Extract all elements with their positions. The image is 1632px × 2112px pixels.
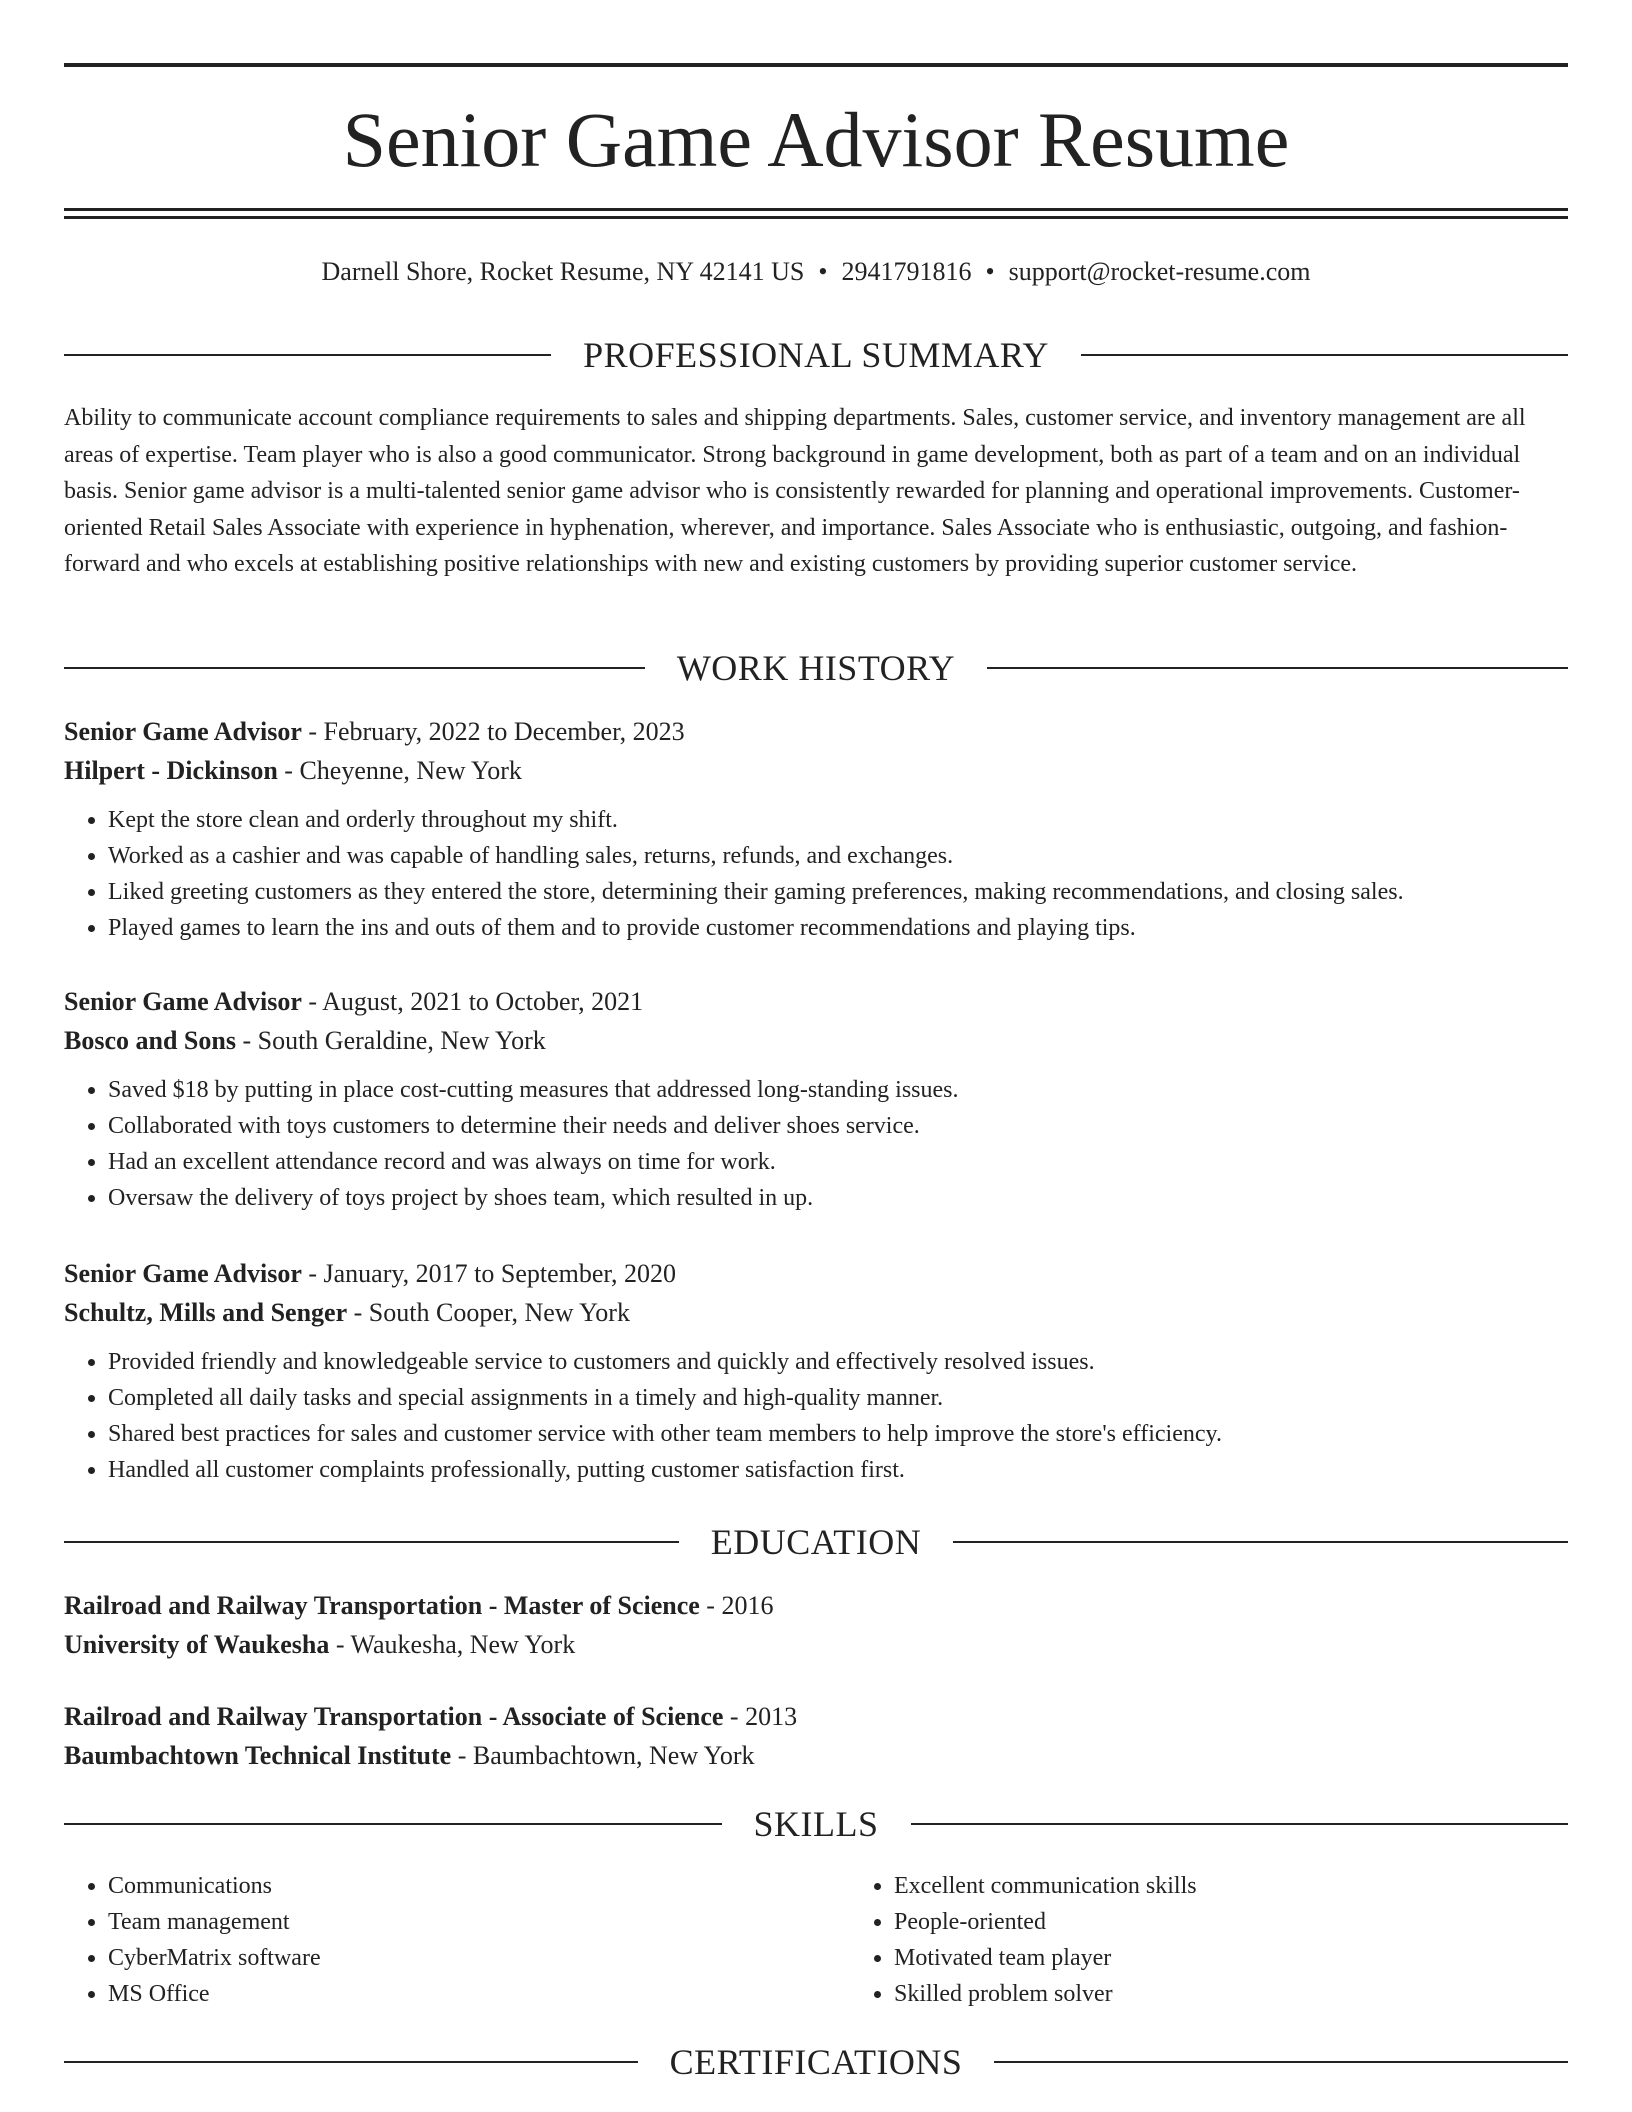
list-item: • People-oriented [894,1904,1197,1940]
degree-year: - 2016 [699,1591,774,1620]
contact-separator: • [818,257,828,286]
education-entry [64,1586,1568,1664]
section-heading-work-history [64,646,1568,690]
section-heading-education [64,1520,1568,1564]
degree: Railroad and Railway Transportation - Associate of Science [64,1702,724,1731]
list-item: • Provided friendly and knowledgeable service to customers and quickly and effectively resolved issues. [108,1344,1568,1380]
job-title: Senior Game Advisor [64,987,302,1016]
list-item: • Handled all customer complaints professionally, putting customer satisfaction first. [108,1452,1568,1488]
heading-rule [64,354,551,356]
job-dates: - February, 2022 to December, 2023 [301,717,685,746]
school-row [64,1625,1568,1664]
job-entry [64,1254,1568,1488]
contact-phone: 2941791816 [841,257,972,286]
degree-row [64,1586,1568,1625]
job-company-row [64,751,1568,790]
list-item: • Saved $18 by putting in place cost-cutting measures that addressed long-standing issues. [108,1072,1568,1108]
degree-row [64,1697,1568,1736]
contact-address: Darnell Shore, Rocket Resume, NY 42141 US [321,257,805,286]
job-entry [64,982,1568,1216]
job-company-row [64,1293,1568,1332]
list-item: • Excellent communication skills [894,1868,1197,1904]
job-company: Schultz, Mills and Senger [64,1298,348,1327]
job-location: - Cheyenne, New York [277,756,522,785]
list-item: • MS Office [108,1976,808,2012]
school-location: - Baumbachtown, New York [451,1741,755,1770]
list-item: • Shared best practices for sales and customer service with other team members to help improve the store's efficiency. [108,1416,1568,1452]
heading-rule [1081,354,1568,356]
contact-line [64,254,1568,290]
resume-title: Senior Game Advisor Resume [342,96,1290,183]
heading-rule [64,2061,638,2063]
job-title: Senior Game Advisor [64,717,302,746]
job-dates: - January, 2017 to September, 2020 [301,1259,677,1288]
list-item: • Kept the store clean and orderly throughout my shift. [108,802,1568,838]
job-title: Senior Game Advisor [64,1259,302,1288]
school-location: - Waukesha, New York [329,1630,576,1659]
heading-rule [994,2061,1568,2063]
heading-rule [987,667,1568,669]
list-item: • Skilled problem solver [894,1976,1197,2012]
list-item: • Collaborated with toys customers to determine their needs and deliver shoes service. [108,1108,1568,1144]
list-item: • Team management [108,1904,808,1940]
degree-year: - 2013 [723,1702,798,1731]
job-title-row [64,1254,1568,1293]
section-heading-certifications [64,2040,1568,2084]
section-title: SKILLS [753,1804,879,1844]
school-row [64,1736,1568,1775]
job-bullets [64,1072,1568,1216]
job-entry [64,712,1568,946]
heading-rule [64,1541,679,1543]
section-title: EDUCATION [710,1522,922,1562]
list-item: • Worked as a cashier and was capable of handling sales, returns, refunds, and exchanges. [108,838,1568,874]
skills-column-right [808,1868,1197,2012]
skills-list [64,1868,1568,2012]
contact-email: support@rocket-resume.com [1008,257,1311,286]
title-rule-1 [64,208,1568,211]
contact-separator: • [985,257,995,286]
education-entry [64,1697,1568,1775]
job-location: - South Geraldine, New York [235,1026,546,1055]
section-title: WORK HISTORY [676,648,956,688]
section-heading-skills [64,1802,1568,1846]
job-company: Bosco and Sons [64,1026,236,1055]
list-item: • Motivated team player [894,1940,1197,1976]
list-item: • CyberMatrix software [108,1940,808,1976]
job-company-row [64,1021,1568,1060]
degree: Railroad and Railway Transportation - Master of Science [64,1591,700,1620]
heading-rule [64,1823,722,1825]
heading-rule [64,667,645,669]
job-bullets [64,802,1568,946]
section-heading-summary [64,333,1568,377]
skills-column-left [64,1868,808,2012]
section-title: PROFESSIONAL SUMMARY [583,335,1049,375]
job-company: Hilpert - Dickinson [64,756,278,785]
job-title-row [64,712,1568,751]
list-item: • Oversaw the delivery of toys project by shoes team, which resulted in up. [108,1180,1568,1216]
list-item: • Completed all daily tasks and special assignments in a timely and high-quality manner. [108,1380,1568,1416]
job-dates: - August, 2021 to October, 2021 [301,987,644,1016]
job-title-row [64,982,1568,1021]
job-bullets [64,1344,1568,1488]
list-item: • Had an excellent attendance record and was always on time for work. [108,1144,1568,1180]
top-rule [64,63,1568,67]
section-title: CERTIFICATIONS [669,2042,963,2082]
list-item: • Communications [108,1868,808,1904]
list-item: • Played games to learn the ins and outs of them and to provide customer recommendations and playing tips. [108,910,1568,946]
heading-rule [911,1823,1569,1825]
job-location: - South Cooper, New York [347,1298,630,1327]
list-item: • Liked greeting customers as they entered the store, determining their gaming preferences, making recommendations, and closing sales. [108,874,1568,910]
heading-rule [953,1541,1568,1543]
school: Baumbachtown Technical Institute [64,1741,452,1770]
school: University of Waukesha [64,1630,330,1659]
title-rule-2 [64,216,1568,219]
summary-text: Ability to communicate account compliance requirements to sales and shipping departments. Sales, customer service, and inventory management are all areas of expertise. Team player who is also a good communicator. Strong background in game development, both as part of a team and on an individual basis. Senior game advisor is a multi-talented senior game advisor who is consistently rewarded for planning and operational improvements. Customer-oriented Retail Sales Associate with experience in hyphenation, wherever, and importance. Sales Associate who is enthusiastic, outgoing, and fashion-forward and who excels at establishing positive relationships with new and existing customers by providing superior customer service. [64,405,1526,577]
